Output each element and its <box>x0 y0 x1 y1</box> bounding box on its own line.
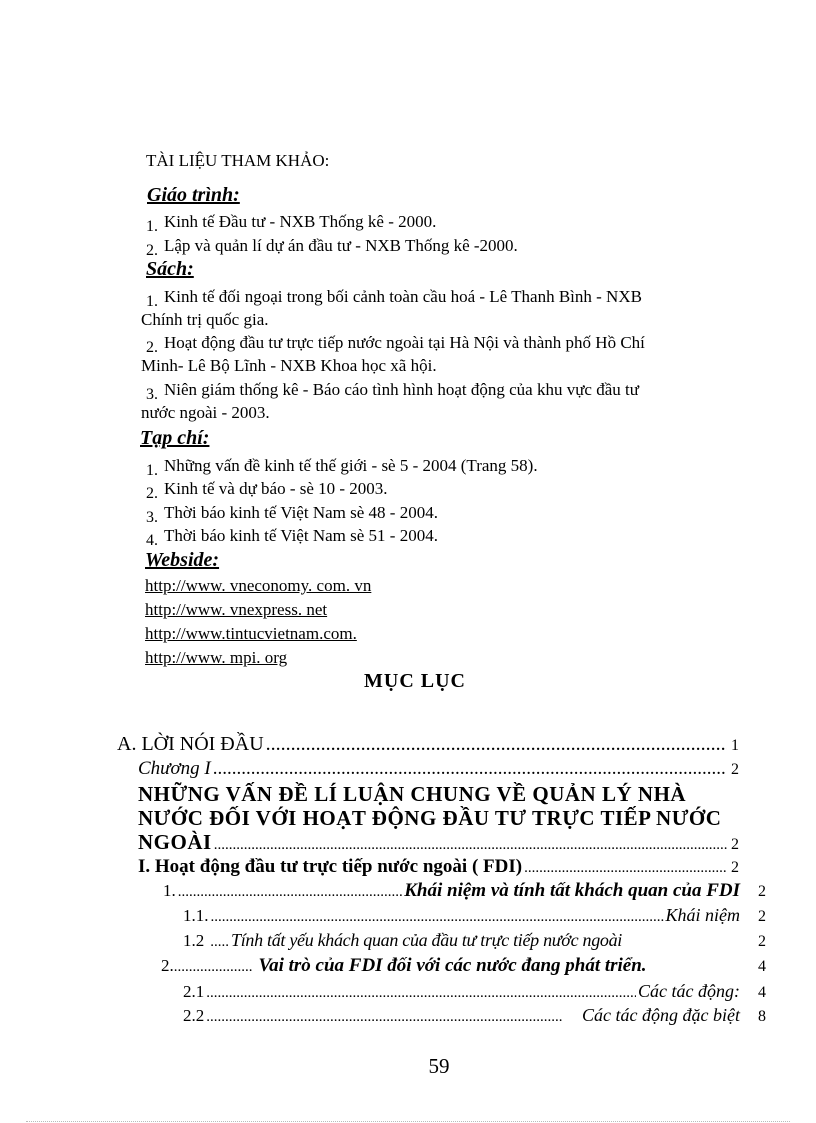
sach-item-continuation: Minh- Lê Bộ Lĩnh - NXB Khoa học xã hội. <box>141 356 437 375</box>
giao-trinh-item: 1. Kinh tế Đầu tư - NXB Thống kê - 2000. <box>146 212 437 235</box>
toc-entry-page: 2 <box>758 933 766 950</box>
toc-entry-label: I. Hoạt động đầu tư trực tiếp nước ngoài ( FDI) <box>138 856 523 877</box>
toc-leader <box>178 884 403 901</box>
toc-entry-label: Khái niệm <box>665 905 740 925</box>
toc-title: MỤC LỤC <box>364 670 466 692</box>
toc-entry-page: 4 <box>758 984 766 1001</box>
sach-item: 3. Niên giám thống kê - Báo cáo tình hình hoạt động của khu vực đầu tư <box>146 380 639 403</box>
toc-entry-page: 2 <box>758 908 766 925</box>
sach-item-continuation: Chính trị quốc gia. <box>141 310 269 329</box>
tap-chi-item: 1. Những vấn đề kinh tế thế giới - sè 5 - 2004 (Trang 58). <box>146 456 538 479</box>
website-link[interactable]: http://www.tintucvietnam.com. <box>145 624 357 643</box>
toc-leader <box>211 909 664 926</box>
toc-entry[interactable] <box>163 880 766 902</box>
toc-entry[interactable] <box>183 981 766 1002</box>
toc-entry-number: 1. <box>163 881 176 900</box>
toc-leader <box>206 1009 562 1026</box>
page-bottom-divider <box>26 1121 790 1122</box>
toc-leader <box>524 860 727 877</box>
toc-entry-number: 1.1. <box>183 906 209 925</box>
tap-chi-heading: Tạp chí: <box>140 427 210 449</box>
toc-entry[interactable] <box>138 830 739 855</box>
toc-leader: ..................... <box>173 959 253 975</box>
page-number: 59 <box>428 1054 450 1078</box>
toc-entry-page: 8 <box>758 1008 766 1025</box>
sach-item: 1. Kinh tế đối ngoại trong bối cảnh toàn cầu hoá - Lê Thanh Bình - NXB <box>146 287 642 310</box>
website-link[interactable]: http://www. vneconomy. com. vn <box>145 576 372 595</box>
toc-entry-page: 1 <box>731 737 739 754</box>
toc-entry-label: A. LỜI NÓI ĐẦU <box>117 733 264 755</box>
toc-entry-page: 2 <box>731 836 739 853</box>
toc-leader <box>213 758 727 780</box>
website-link[interactable]: http://www. vnexpress. net <box>145 600 328 619</box>
toc-entry-number: 2. <box>161 956 174 975</box>
chapter-title-line: NGOÀI <box>138 830 212 854</box>
toc-entry-page: 2 <box>758 883 766 900</box>
toc-entry-number: 2.1 <box>183 982 205 1001</box>
tap-chi-item: 3. Thời báo kinh tế Việt Nam sè 48 - 2004. <box>146 503 438 526</box>
toc-entry[interactable] <box>183 930 766 951</box>
chapter-title-line: NƯỚC ĐỐI VỚI HOẠT ĐỘNG ĐẦU TƯ TRỰC TIẾP NƯỚC <box>138 806 722 830</box>
sach-heading: Sách: <box>146 258 194 280</box>
sach-item-continuation: nước ngoài - 2003. <box>141 403 270 422</box>
sach-item: 2. Hoạt động đầu tư trực tiếp nước ngoài tại Hà Nội và thành phố Hồ Chí <box>146 333 645 356</box>
toc-entry-number: 2.2 <box>183 1006 205 1025</box>
giao-trinh-heading: Giáo trình: <box>147 184 240 206</box>
toc-entry[interactable] <box>183 905 766 926</box>
toc-leader <box>206 985 636 1002</box>
tap-chi-item: 4. Thời báo kinh tế Việt Nam sè 51 - 2004. <box>146 526 438 549</box>
chapter-title-line: NHỮNG VẤN ĐỀ LÍ LUẬN CHUNG VỀ QUẢN LÝ NHÀ <box>138 782 687 806</box>
toc-entry[interactable] <box>138 758 739 780</box>
toc-entry-page: 4 <box>758 958 766 975</box>
toc-entry[interactable] <box>117 733 739 756</box>
toc-entry-label: Các tác động đặc biệt <box>582 1005 740 1025</box>
toc-entry-number: 1.2 <box>183 931 205 950</box>
toc-entry-label: Chương I <box>138 758 211 779</box>
giao-trinh-item: 2. Lập và quản lí dự án đầu tư - NXB Thống kê -2000. <box>146 236 518 259</box>
toc-leader <box>266 733 727 756</box>
toc-entry-page: 2 <box>731 761 739 778</box>
toc-entry-label: Tính tất yếu khách quan của đầu tư trực tiếp nước ngoài <box>231 930 622 950</box>
toc-entry[interactable] <box>161 955 766 977</box>
toc-leader <box>214 837 727 854</box>
toc-entry-label: Các tác động: <box>638 981 740 1001</box>
tap-chi-item: 2. Kinh tế và dự báo - sè 10 - 2003. <box>146 479 388 502</box>
webside-heading: Webside: <box>145 549 220 571</box>
website-link[interactable]: http://www. mpi. org <box>145 648 288 667</box>
toc-entry[interactable] <box>183 1005 766 1026</box>
references-title: TÀI LIỆU THAM KHẢO: <box>146 151 330 170</box>
toc-entry-page: 2 <box>731 859 739 876</box>
toc-leader: ..... <box>210 934 229 950</box>
toc-entry-label: Vai trò của FDI đối với các nước đang phát triển. <box>258 955 647 976</box>
toc-entry-label: Khái niệm và tính tất khách quan của FDI <box>404 880 740 901</box>
toc-entry[interactable] <box>138 856 739 878</box>
